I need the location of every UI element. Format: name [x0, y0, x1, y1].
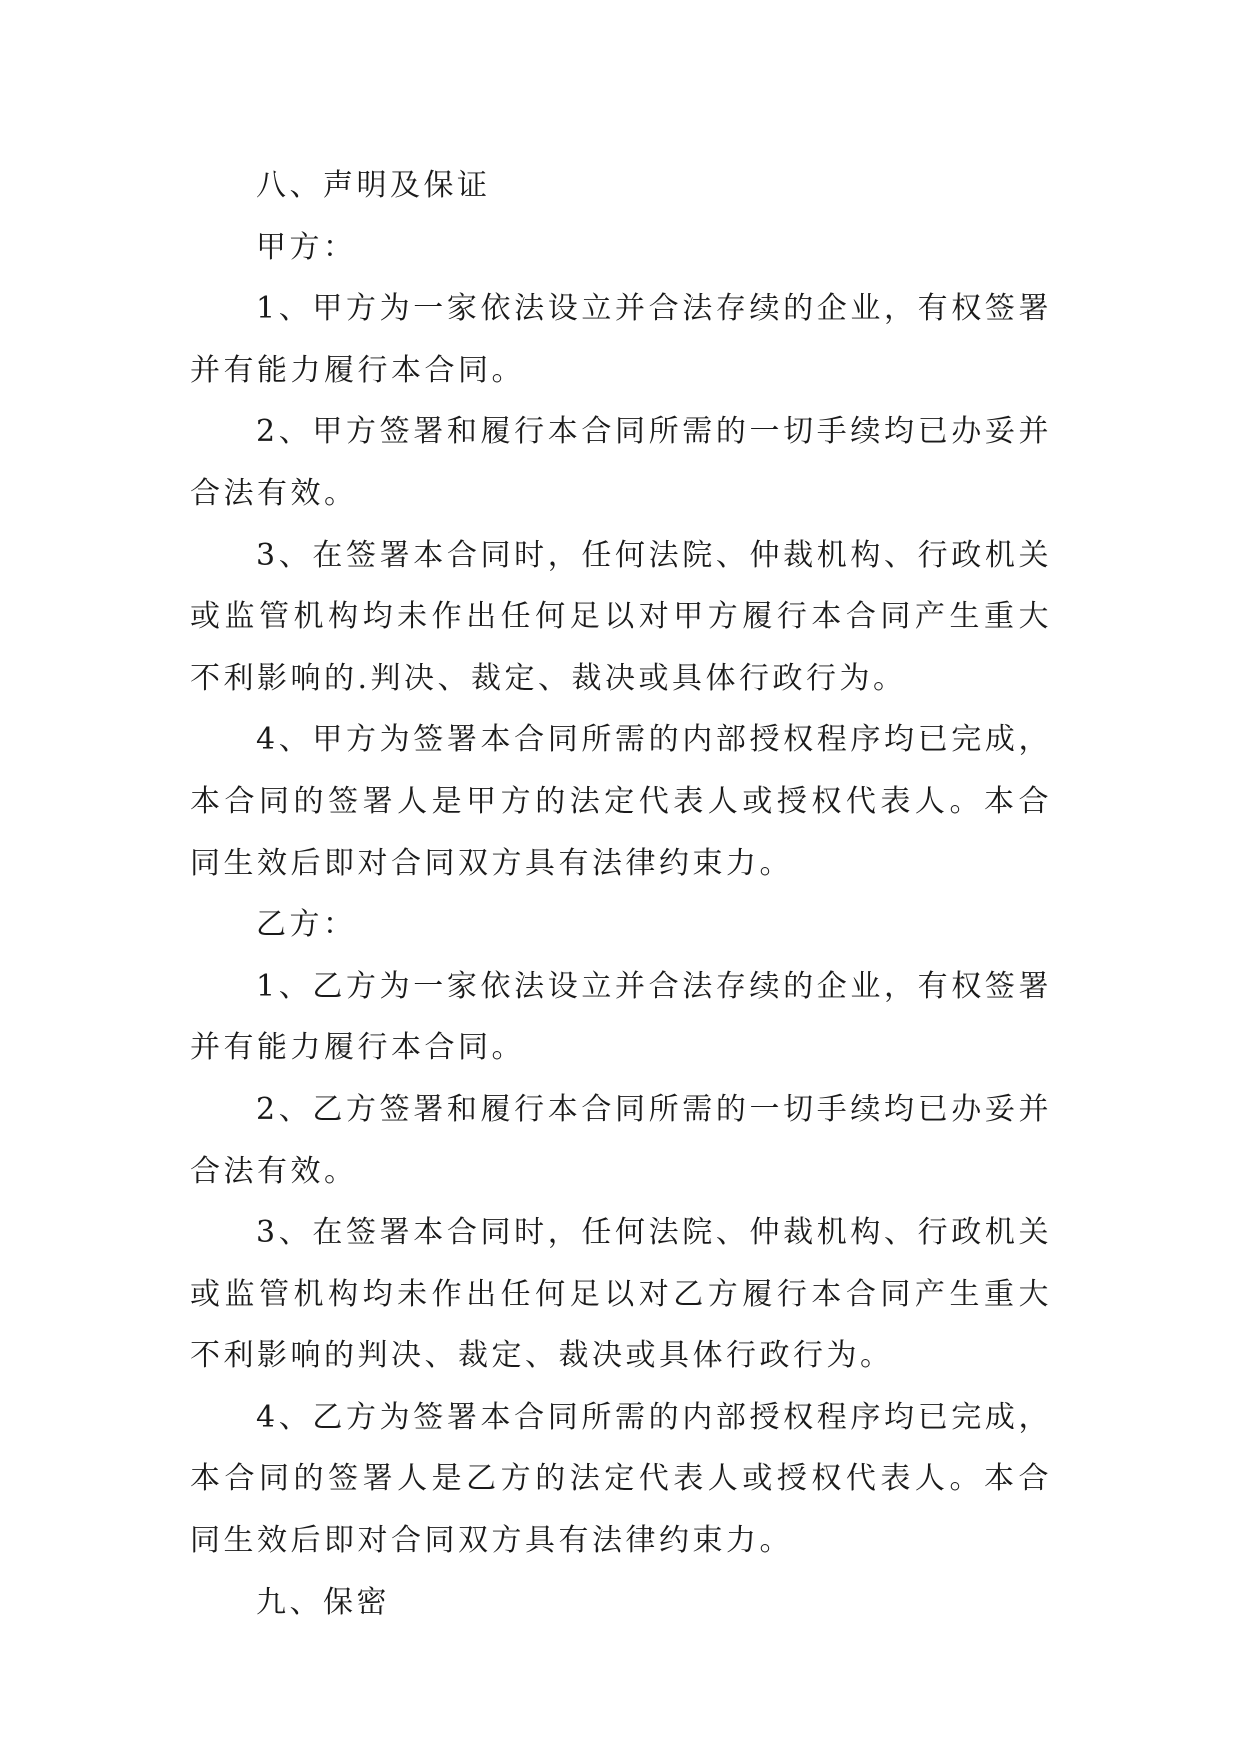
party-a-clause-3: 3、在签署本合同时，任何法院、仲裁机构、行政机关或监管机构均未作出任何足以对甲方履行本合同产生重大不利影响的.判决、裁定、裁决或具体行政行为。	[190, 537, 1052, 696]
section-heading-confidentiality: 九、保密	[256, 1584, 390, 1620]
party-a-clause-1: 1、甲方为一家依法设立并合法存续的企业，有权签署并有能力履行本合同。	[190, 291, 1052, 388]
document-body	[190, 155, 1052, 1633]
party-b-clause-4: 4、乙方为签署本合同所需的内部授权程序均已完成，本合同的签署人是乙方的法定代表人或授权代表人。本合同生效后即对合同双方具有法律约束力。	[190, 1399, 1052, 1559]
section-heading-declarations: 八、声明及保证	[256, 168, 491, 203]
party-b-clause-3: 3、在签署本合同时，任何法院、仲裁机构、行政机关或监管机构均未作出任何足以对乙方履行本合同产生重大不利影响的判决、裁定、裁决或具体行政行为。	[190, 1215, 1052, 1374]
party-b-clause-2: 2、乙方签署和履行本合同所需的一切手续均已办妥并合法有效。	[190, 1091, 1052, 1189]
party-b-clause-1: 1、乙方为一家依法设立并合法存续的企业，有权签署并有能力履行本合同。	[190, 968, 1052, 1066]
party-b-label: 乙方：	[256, 907, 357, 943]
party-a-clause-2: 2、甲方签署和履行本合同所需的一切手续均已办妥并合法有效。	[190, 414, 1052, 511]
party-a-label: 甲方：	[256, 229, 357, 265]
party-a-clause-4: 4、甲方为签署本合同所需的内部授权程序均已完成，本合同的签署人是甲方的法定代表人或授权代表人。本合同生效后即对合同双方具有法律约束力。	[190, 722, 1052, 881]
